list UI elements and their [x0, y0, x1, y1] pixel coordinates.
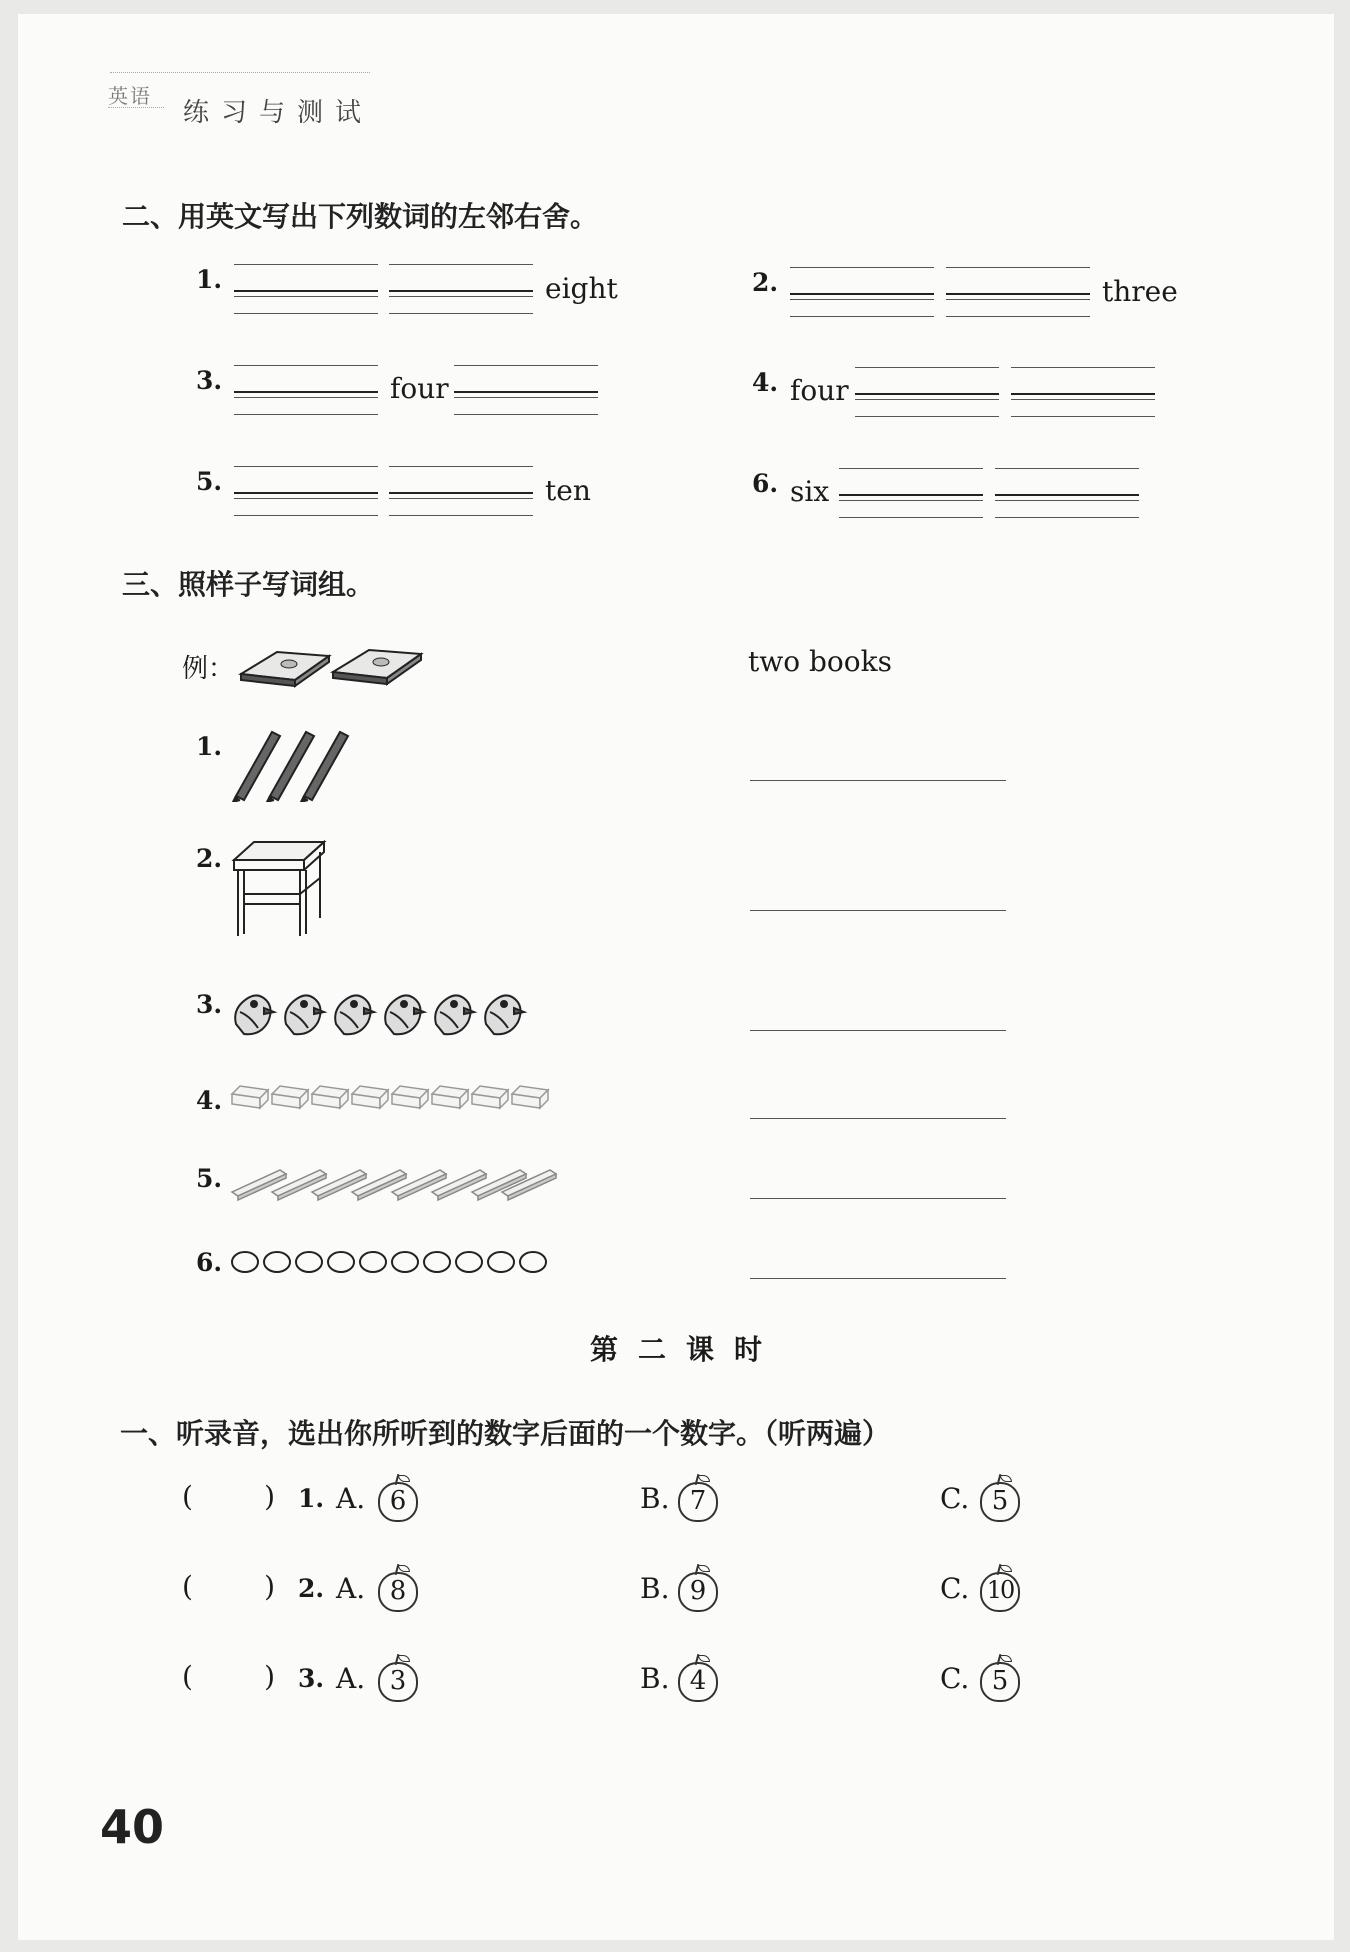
q3-option-a[interactable] [378, 1654, 418, 1700]
s2-item-6-word: six [790, 475, 830, 508]
s2-item-4-word: four [790, 374, 849, 407]
q2-option-c[interactable] [980, 1564, 1022, 1610]
q2-c-label: C. [940, 1572, 970, 1605]
q3-a-label: A. [336, 1662, 366, 1695]
s2-item-2-number: 2. [752, 268, 779, 297]
listening-title: 一、听录音，选出你所听到的数字后面的一个数字。（听两遍） [120, 1417, 891, 1450]
oval-icon [296, 1252, 322, 1272]
eraser-icon [272, 1086, 308, 1108]
q1-option-a[interactable] [378, 1474, 418, 1520]
s3-item-3-number: 3. [196, 990, 223, 1019]
s2-item-5-number: 5. [196, 467, 223, 496]
q2-option-c-digit: 10 [986, 1576, 1014, 1604]
s2-item-6-number: 6. [752, 469, 779, 498]
oval-icon [392, 1252, 418, 1272]
q3-option-b[interactable] [678, 1654, 718, 1700]
s2-item-5-blank-1[interactable] [234, 466, 378, 516]
q1-answer-paren[interactable]: ( ) [182, 1480, 276, 1513]
q3-b-label: B. [640, 1662, 670, 1695]
q2-option-a[interactable] [378, 1564, 418, 1610]
q2-option-b[interactable] [678, 1564, 718, 1610]
rulers-illustration [230, 1156, 560, 1206]
s3-item-5-answer-line[interactable] [750, 1198, 1006, 1199]
eraser-icon [312, 1086, 348, 1108]
q3-answer-paren[interactable]: ( ) [182, 1660, 276, 1693]
s2-item-5-word: ten [545, 474, 591, 507]
s2-item-1-number: 1. [196, 265, 223, 294]
bird-icon [335, 995, 374, 1034]
q1-option-c-digit: 5 [991, 1486, 1009, 1516]
s2-item-5-blank-2[interactable] [389, 466, 533, 516]
s3-item-2-answer-line[interactable] [750, 910, 1006, 911]
header-rule [110, 72, 370, 73]
s2-item-2-word: three [1102, 275, 1178, 308]
eraser-icon [232, 1086, 268, 1108]
desk-illustration [230, 838, 330, 948]
s2-item-2-blank-1[interactable] [790, 267, 934, 317]
q1-option-a-digit: 6 [389, 1486, 407, 1516]
bird-icon [235, 995, 274, 1034]
q3-option-a-digit: 3 [389, 1666, 407, 1696]
s3-item-5-number: 5. [196, 1164, 223, 1193]
oval-icon [232, 1252, 258, 1272]
page-number: 40 [100, 1800, 165, 1854]
section-2-title: 二、用英文写出下列数词的左邻右舍。 [122, 200, 599, 233]
header-title: 练习与测试 [183, 98, 374, 128]
lesson-title: 第二课时 [590, 1333, 783, 1366]
eraser-icon [352, 1086, 388, 1108]
s2-item-3-blank-1[interactable] [234, 365, 378, 415]
desk-icon [234, 842, 324, 936]
s3-item-4-answer-line[interactable] [750, 1118, 1006, 1119]
q2-option-a-digit: 8 [389, 1576, 407, 1606]
book-pair-illustration [237, 634, 427, 692]
q2-a-label: A. [336, 1572, 366, 1605]
q1-option-b-digit: 7 [689, 1486, 707, 1516]
book-icon [333, 650, 421, 684]
q1-number: 1. [298, 1484, 325, 1513]
oval-icon [360, 1252, 386, 1272]
ovals-illustration [230, 1248, 560, 1278]
s3-item-3-answer-line[interactable] [750, 1030, 1006, 1031]
s2-item-4-blank-1[interactable] [855, 367, 999, 417]
s3-item-6-answer-line[interactable] [750, 1278, 1006, 1279]
oval-icon [520, 1252, 546, 1272]
s2-item-1-blank-2[interactable] [389, 264, 533, 314]
header-subject-rule [108, 107, 164, 108]
q1-option-b[interactable] [678, 1474, 718, 1520]
example-label: 例： [182, 654, 235, 684]
bird-icon [485, 995, 524, 1034]
header-subject: 英语 [108, 84, 152, 108]
s3-item-1-answer-line[interactable] [750, 780, 1006, 781]
birds-illustration [228, 982, 548, 1044]
eraser-icon [472, 1086, 508, 1108]
s3-item-2-number: 2. [196, 844, 223, 873]
eraser-icon [432, 1086, 468, 1108]
oval-icon [264, 1252, 290, 1272]
s2-item-1-blank-1[interactable] [234, 264, 378, 314]
q3-option-c[interactable] [980, 1654, 1020, 1700]
erasers-illustration [230, 1082, 550, 1116]
s3-item-4-number: 4. [196, 1086, 223, 1115]
bird-icon [385, 995, 424, 1034]
s3-item-6-number: 6. [196, 1248, 223, 1277]
s2-item-3-word: four [390, 372, 449, 405]
s2-item-6-blank-2[interactable] [995, 468, 1139, 518]
eraser-icon [512, 1086, 548, 1108]
q2-number: 2. [298, 1574, 325, 1603]
q3-option-c-digit: 5 [991, 1666, 1009, 1696]
oval-icon [328, 1252, 354, 1272]
example-answer: two books [748, 645, 892, 678]
s2-item-3-blank-2[interactable] [454, 365, 598, 415]
q3-option-b-digit: 4 [689, 1666, 707, 1696]
q1-a-label: A. [336, 1482, 366, 1515]
s2-item-2-blank-2[interactable] [946, 267, 1090, 317]
q1-c-label: C. [940, 1482, 970, 1515]
s2-item-4-blank-2[interactable] [1011, 367, 1155, 417]
pencils-illustration [228, 722, 358, 802]
q2-answer-paren[interactable]: ( ) [182, 1570, 276, 1603]
q2-b-label: B. [640, 1572, 670, 1605]
book-icon [241, 652, 329, 686]
eraser-icon [392, 1086, 428, 1108]
q1-option-c[interactable] [980, 1474, 1020, 1520]
section-3-title: 三、照样子写词组。 [122, 568, 375, 601]
q2-option-b-digit: 9 [689, 1576, 707, 1606]
s2-item-3-number: 3. [196, 366, 223, 395]
bird-icon [285, 995, 324, 1034]
s3-item-1-number: 1. [196, 732, 223, 761]
s2-item-6-blank-1[interactable] [839, 468, 983, 518]
q1-b-label: B. [640, 1482, 670, 1515]
s2-item-1-word: eight [545, 272, 618, 305]
oval-icon [456, 1252, 482, 1272]
bird-icon [435, 995, 474, 1034]
oval-icon [488, 1252, 514, 1272]
s2-item-4-number: 4. [752, 368, 779, 397]
q3-number: 3. [298, 1664, 325, 1693]
q3-c-label: C. [940, 1662, 970, 1695]
oval-icon [424, 1252, 450, 1272]
